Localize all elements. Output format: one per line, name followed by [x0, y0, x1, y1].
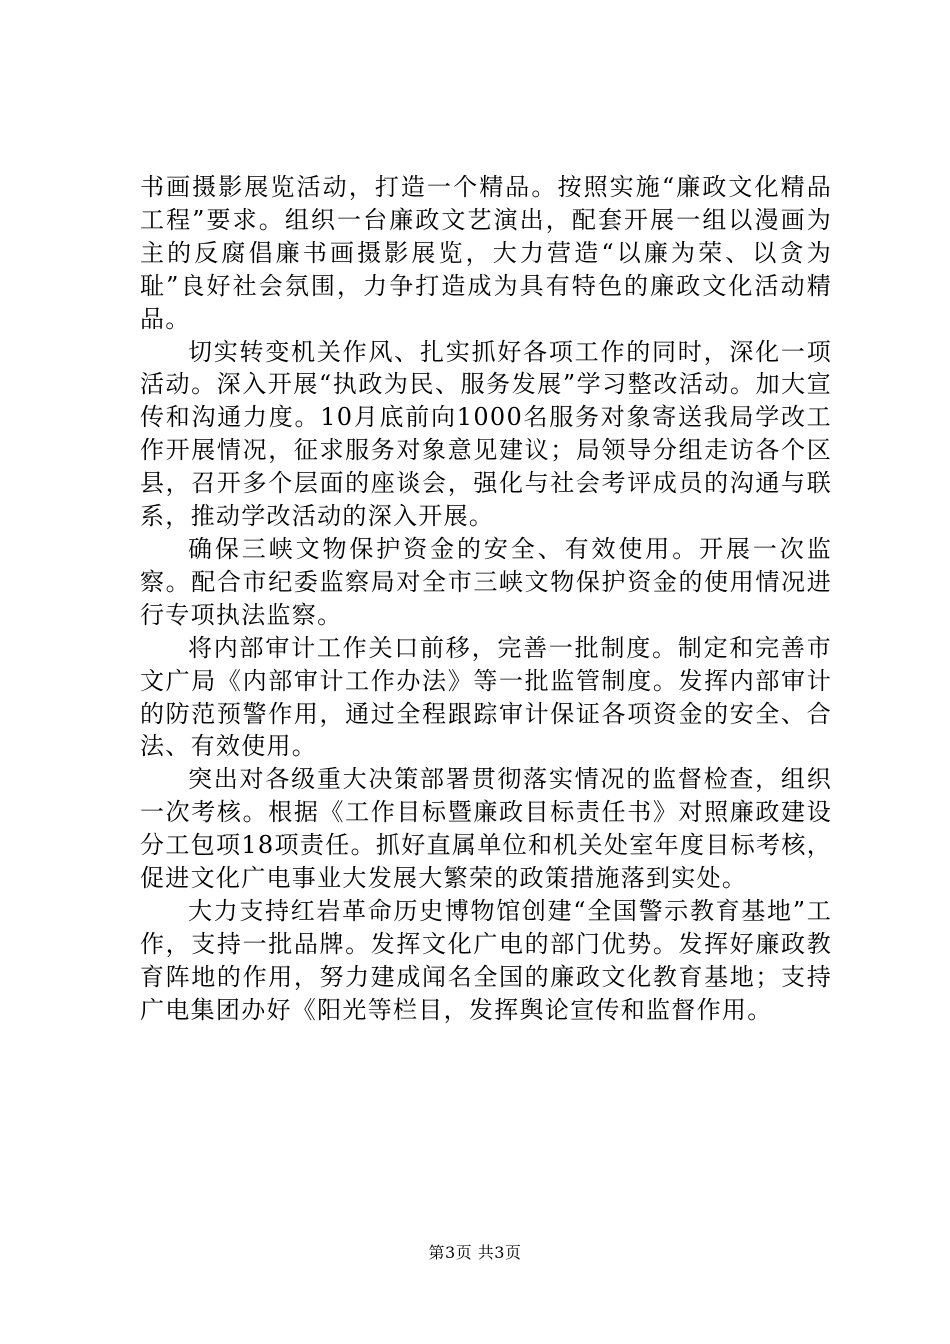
document-body — [140, 171, 832, 1027]
page-number-footer: 第3页 共3页 — [428, 1243, 522, 1262]
paragraph-internal-audit: 将内部审计工作关口前移，完善一批制度。制定和完善市文广局《内部审计工作办法》等一批监管制度。发挥内部审计的防范预警作用，通过全程跟踪审计保证各项资金的安全、合法、有效使用。 — [140, 633, 832, 761]
paragraph-work-style: 切实转变机关作风、扎实抓好各项工作的同时，深化一项活动。深入开展“执政为民、服务发展”学习整改活动。加大宣传和沟通力度。10月底前向1000名服务对象寄送我局学改工作开展情况，征求服务对象意见建议；局领导分组走访各个区县，召开多个层面的座谈会，强化与社会考评成员的沟通与联系，推动学改活动的深入开展。 — [140, 337, 832, 531]
paragraph-supervision-assessment: 突出对各级重大决策部署贯彻落实情况的监督检查，组织一次考核。根据《工作目标暨廉政目标责任书》对照廉政建设分工包项18项责任。抓好直属单位和机关处室年度目标考核，促进文化广电事业大发展大繁荣的政策措施落到实处。 — [140, 765, 832, 893]
paragraph-three-gorges-funds: 确保三峡文物保护资金的安全、有效使用。开展一次监察。配合市纪委监察局对全市三峡文物保护资金的使用情况进行专项执法监察。 — [140, 534, 832, 629]
paragraph-brand-support: 大力支持红岩革命历史博物馆创建“全国警示教育基地”工作，支持一批品牌。发挥文化广电的部门优势。发挥好廉政教育阵地的作用，努力建成闻名全国的廉政文化教育基地；支持广电集团办好《阳光等栏目，发挥舆论宣传和监督作用。 — [140, 896, 832, 1024]
paragraph-continuation: 书画摄影展览活动，打造一个精品。按照实施“廉政文化精品工程”要求。组织一台廉政文艺演出，配套开展一组以漫画为主的反腐倡廉书画摄影展览，大力营造“以廉为荣、以贪为耻”良好社会氛围，力争打造成为具有特色的廉政文化活动精品。 — [140, 173, 832, 333]
